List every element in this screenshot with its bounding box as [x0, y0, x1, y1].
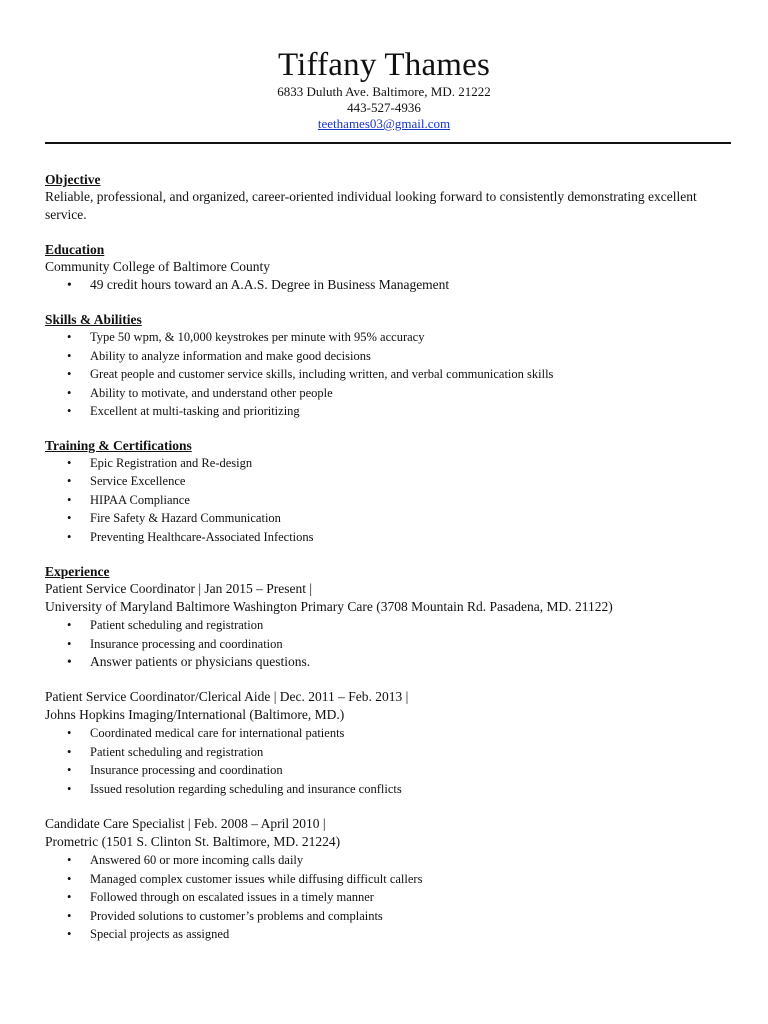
job-employer: Johns Hopkins Imaging/International (Baltimore, MD.) — [45, 707, 345, 722]
job-title: Patient Service Coordinator | Jan 2015 – Present | — [45, 581, 313, 596]
list-item: • Provided solutions to customer’s problems and complaints — [67, 908, 383, 923]
list-item: • Special projects as assigned — [67, 927, 230, 941]
list-item: • Fire Safety & Hazard Communication — [67, 511, 281, 525]
list-item: • Preventing Healthcare-Associated Infections — [67, 529, 314, 544]
education-list — [45, 276, 735, 294]
training-section — [45, 437, 735, 547]
resume-header — [0, 0, 768, 132]
header-divider — [45, 142, 731, 144]
list-item: • Answered 60 or more incoming calls daily — [67, 853, 304, 867]
resume-body — [45, 171, 735, 944]
list-item: • Managed complex customer issues while diffusing difficult callers — [67, 871, 423, 886]
training-heading: Training & Certifications — [45, 437, 192, 453]
education-section — [45, 241, 735, 294]
list-item: • Insurance processing and coordination — [67, 636, 283, 651]
objective-section — [45, 171, 735, 224]
skills-heading: Skills & Abilities — [45, 312, 142, 327]
job-duties — [45, 616, 735, 671]
job-employer: University of Maryland Baltimore Washington Primary Care (3708 Mountain Rd. Pasadena, MD. 21122) — [45, 599, 613, 614]
list-item: • Ability to analyze information and make good decisions — [67, 348, 371, 363]
address: 6833 Duluth Ave. Baltimore, MD. 21222 — [277, 84, 491, 99]
list-item: • Patient scheduling and registration — [67, 744, 264, 759]
job-entry — [45, 688, 735, 798]
list-item: • HIPAA Compliance — [67, 492, 190, 507]
list-item: • Excellent at multi-tasking and prioritizing — [67, 404, 300, 418]
list-item: • Issued resolution regarding scheduling and insurance conflicts — [67, 781, 402, 796]
job-entry — [45, 815, 735, 944]
skills-list — [45, 328, 735, 421]
objective-heading: Objective — [45, 172, 101, 187]
objective-text: Reliable, professional, and organized, career-oriented individual looking forward to consistently demonstrating excellent service. — [45, 189, 697, 222]
list-item: • Type 50 wpm, & 10,000 keystrokes per minute with 95% accuracy — [67, 330, 425, 344]
list-item: • Service Excellence — [67, 474, 186, 488]
job-title: Patient Service Coordinator/Clerical Aide | Dec. 2011 – Feb. 2013 | — [45, 689, 409, 704]
job-employer: Prometric (1501 S. Clinton St. Baltimore, MD. 21224) — [45, 834, 341, 849]
email-link[interactable]: teethames03@gmail.com — [317, 116, 451, 131]
job-duties — [45, 851, 735, 944]
job-title: Candidate Care Specialist | Feb. 2008 – April 2010 | — [45, 816, 326, 831]
skills-section — [45, 311, 735, 421]
list-item: • 49 credit hours toward an A.A.S. Degree in Business Management — [67, 277, 450, 292]
list-item: • Patient scheduling and registration — [67, 618, 264, 632]
list-item: • Epic Registration and Re-design — [67, 455, 253, 470]
job-entry — [45, 580, 735, 671]
experience-heading: Experience — [45, 564, 110, 579]
school-name: Community College of Baltimore County — [45, 259, 270, 274]
job-duties — [45, 724, 735, 798]
list-item: • Coordinated medical care for international patients — [67, 726, 345, 740]
list-item: • Answer patients or physicians questions. — [67, 654, 311, 669]
candidate-name: Tiffany Thames — [277, 47, 491, 83]
list-item: • Ability to motivate, and understand other people — [67, 385, 333, 400]
list-item: • Insurance processing and coordination — [67, 763, 283, 777]
phone: 443-527-4936 — [347, 100, 421, 115]
list-item: • Great people and customer service skills, including written, and verbal communication skills — [67, 367, 554, 381]
training-list — [45, 454, 735, 547]
education-heading: Education — [45, 242, 105, 257]
experience-section — [45, 563, 735, 944]
list-item: • Followed through on escalated issues in a timely manner — [67, 890, 374, 904]
